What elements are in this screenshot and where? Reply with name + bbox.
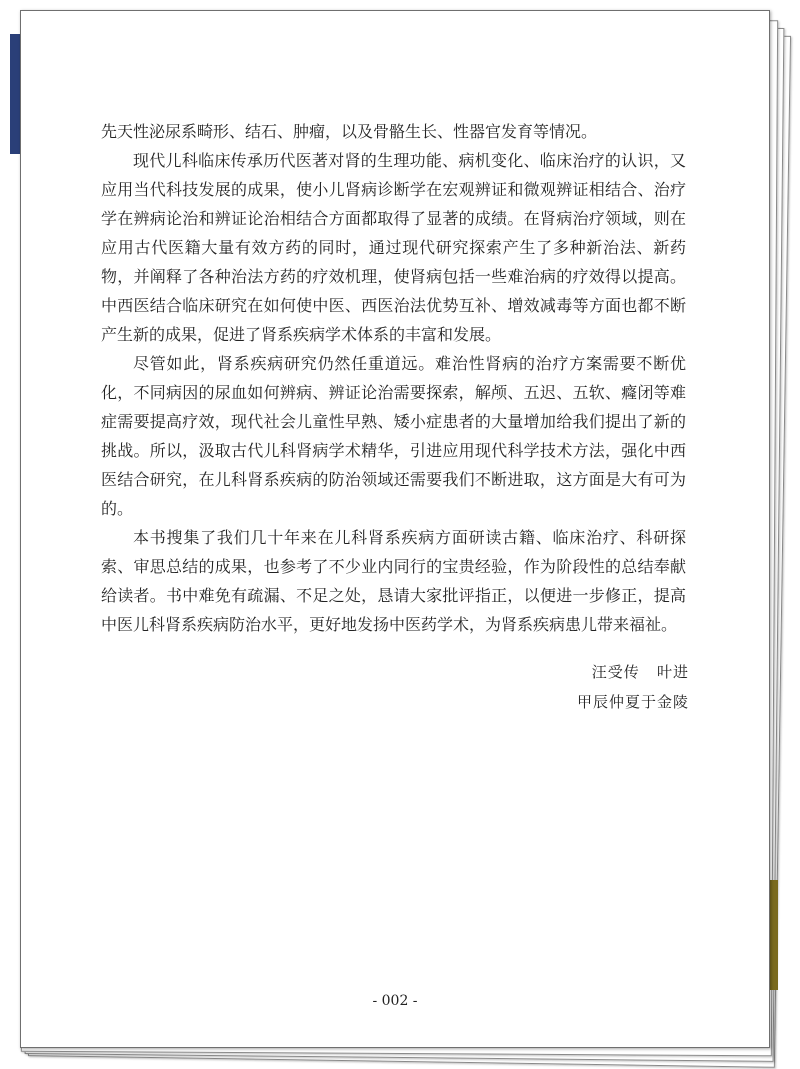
body-text — [101, 117, 686, 639]
document-page — [20, 10, 770, 1048]
paragraph: 先天性泌尿系畸形、结石、肿瘤，以及骨骼生长、性器官发育等情况。 — [101, 122, 598, 141]
paragraph: 现代儿科临床传承历代医著对肾的生理功能、病机变化、临床治疗的认识，又应用当代科技发展的成果，使小儿肾病诊断学在宏观辨证和微观辨证相结合、治疗学在辨病论治和辨证论治相结合方面都取得了显著的成绩。在肾病治疗领域，则在应用古代医籍大量有效方药的同时，通过现代研究探索产生了多种新治法、新药物，并阐释了各种治法方药的疗效机理，使肾病包括一些难治病的疗效得以提高。中西医结合临床研究在如何使中医、西医治法优势互补、增效减毒等方面也都不断产生新的成果，促进了肾系疾病学术体系的丰富和发展。 — [101, 151, 686, 344]
page-number: - 002 - — [372, 993, 418, 1009]
signature-date-place: 甲辰仲夏于金陵 — [576, 693, 689, 711]
signature-block — [577, 657, 689, 717]
signature-authors: 汪受传 叶进 — [591, 663, 689, 681]
paragraph: 尽管如此，肾系疾病研究仍然任重道远。难治性肾病的治疗方案需要不断优化，不同病因的尿血如何辨病、辨证论治需要探索，解颅、五迟、五软、癃闭等难症需要提高疗效，现代社会儿童性早熟、矮小症患者的大量增加给我们提出了新的挑战。所以，汲取古代儿科肾病学术精华，引进应用现代科学技术方法，强化中西医结合研究，在儿科肾系疾病的防治领域还需要我们不断进取，这方面是大有可为的。 — [101, 354, 686, 518]
paragraph: 本书搜集了我们几十年来在儿科肾系疾病方面研读古籍、临床治疗、科研探索、审思总结的成果，也参考了不少业内同行的宝贵经验，作为阶段性的总结奉献给读者。书中难免有疏漏、不足之处，恳请大家批评指正，以便进一步修正，提高中医儿科肾系疾病防治水平，更好地发扬中医药学术，为肾系疾病患儿带来福祉。 — [101, 528, 686, 634]
